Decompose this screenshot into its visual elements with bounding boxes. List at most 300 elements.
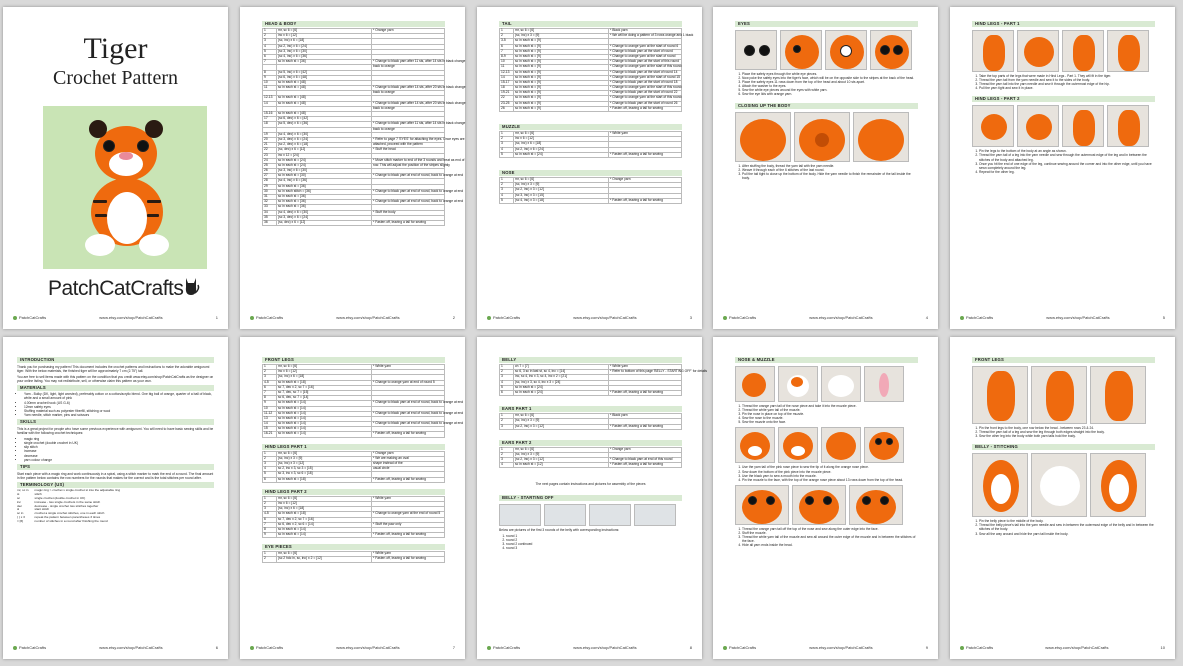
round-number: 3	[500, 188, 514, 193]
page-nose-muzzle[interactable]	[713, 337, 938, 659]
round-number: 6	[263, 477, 277, 482]
round-number: 22	[500, 96, 514, 101]
stitch-instruction: sc in each st = [24]	[514, 152, 609, 157]
stitch-instruction: (sc, inc) x 6 = [18]	[277, 507, 372, 512]
round-number: 2	[500, 419, 514, 424]
pattern-table	[499, 364, 708, 396]
round-number: 27	[263, 174, 277, 179]
instruction-list	[735, 164, 918, 180]
list-item: 1. Take the top parts of the legs that were made in Hind Legs - Part 1. They will fit in the tiger.	[979, 74, 1155, 78]
round-number: 2	[500, 183, 514, 188]
section-header: HIND LEGS - PART 1	[972, 21, 1155, 27]
round-number: 1	[500, 132, 514, 137]
stitch-instruction: sc in each st = [18]	[277, 512, 372, 517]
pattern-row	[500, 463, 682, 468]
stitch-instruction: inc x 6 = [12]	[277, 370, 372, 375]
stitch-instruction: mr, sc 6 = [6]	[514, 447, 609, 452]
round-number: 4	[500, 463, 514, 468]
round-number: 9	[263, 75, 277, 80]
intro-paragraph: Thank you for purchasing my pattern! This document includes the crochet patterns and instructions to make the adorable amigurumi tiger. With the below materials, the finished tiger will be approximately 7 cm (2.75") tall.	[17, 365, 210, 374]
footer-brand: PatchCatCrafts	[487, 645, 520, 650]
round-number: 4	[500, 193, 514, 198]
list-item: 6. Sew the eye lids with orange yarn.	[742, 92, 918, 96]
round-number: 2	[263, 370, 277, 375]
stitch-instruction: sc in each st = [48]	[277, 96, 372, 101]
list-item: 5. Sew the white eye pieces around the eyes with white yarn.	[742, 88, 918, 92]
round-number: 23-25	[500, 101, 514, 106]
row-note: * Change to orange yarn at the end of round 5	[372, 512, 445, 517]
round-number: 33	[263, 205, 277, 210]
round-number: 20	[263, 137, 277, 142]
list-item: 2. Thread the white yarn tail of the muzzle.	[742, 408, 918, 412]
instruction-list	[972, 519, 1155, 535]
footer-url[interactable]: www.etsy.com/shop/PatchCatCrafts	[1046, 315, 1110, 320]
stitch-instruction: sc in each st = [14]	[277, 406, 372, 411]
step-photo	[735, 427, 775, 463]
list-item: • Stuffing material such as polyester fiberfill, stitching or wool	[24, 409, 214, 413]
term-definition: stitch	[34, 491, 42, 496]
pattern-table	[262, 551, 445, 562]
stitch-instruction: sc in each st = [9]	[514, 60, 609, 65]
round-number: 4	[263, 44, 277, 49]
stitch-instruction: sc 6, 3 sc in last st, sc 4, inc = [14]	[514, 370, 609, 375]
row-note: * Change to orange yarn at the start of round 15	[610, 74, 681, 79]
round-number: 3	[500, 424, 514, 429]
section-header: NOSE & MUZZLE	[735, 357, 918, 363]
page-number: 8	[689, 645, 692, 650]
round-number: 6	[500, 44, 514, 49]
list-item: • single crochet (double crochet in UK)	[24, 441, 214, 445]
step-photo	[1031, 366, 1087, 424]
row-note: * Change to black yarn at end of round, back to orange at end	[373, 400, 464, 405]
round-number: 22	[263, 148, 277, 153]
section-header: MATERIALS	[17, 385, 214, 391]
terminology-table	[17, 489, 126, 524]
step-photo	[864, 427, 904, 463]
row-note: * Black yarn	[609, 414, 682, 419]
page-assembly[interactable]	[950, 337, 1175, 659]
stitch-instruction: sc in each st = [14]	[277, 533, 372, 538]
row-note: * Change to black yarn after 14 sts, after 20 sts in black change	[373, 85, 466, 90]
stitch-instruction: mr, sc 6 = [6]	[277, 496, 372, 501]
page-head-body[interactable]	[240, 7, 465, 329]
round-number: 2	[500, 370, 514, 375]
round-number: 8	[263, 396, 277, 401]
round-number: 2	[500, 34, 514, 39]
row-note: usual circle	[372, 467, 445, 472]
footer-brand: PatchCatCrafts	[723, 315, 756, 320]
round-number: 11-12	[263, 411, 277, 416]
row-note: * Stuff the paw only	[372, 522, 445, 527]
stitch-instruction: (sc, inc) x 6 = [18]	[277, 375, 372, 380]
round-number: 5	[263, 49, 277, 54]
stitch-instruction: sc 7, dec, sc 7 = [15]	[277, 390, 372, 395]
section-header: EYES	[735, 21, 918, 27]
footer-url[interactable]: www.etsy.com/shop/PatchCatCrafts	[336, 645, 400, 650]
round-number: 2	[263, 557, 277, 562]
list-item: 2. Thread the yarn tail of a leg into the yarn needle and sew through the outermost edge of the leg and in between the stitches of the body and attached leg.	[979, 153, 1155, 161]
term-definition: repeat the pattern between parentheses 3 times	[34, 515, 101, 520]
row-note: * Change to black yarn at end of this round	[609, 458, 682, 463]
list-item: 1. round 1	[506, 534, 682, 538]
row-note: * White yarn	[372, 552, 445, 557]
row-note: * Fasten off, leaving a tail for sewing	[609, 424, 682, 429]
stitch-instruction: sc in each st = [48]	[277, 101, 372, 106]
round-number: 31	[263, 195, 277, 200]
stitch-instruction: (sc 2, inc) x 3 = [12]	[514, 458, 609, 463]
stitch-instruction: sc 3, inc x 3, sc 6 = [18]	[277, 472, 372, 477]
list-item: 2. Weave it through each of the 6 stitches of the last round.	[742, 168, 918, 172]
round-number: 26	[263, 169, 277, 174]
stitch-instruction: sc in each st = [9]	[514, 101, 609, 106]
stitch-instruction: (sc 5, dec) x 6 = [36]	[277, 122, 372, 127]
round-number: 14	[500, 75, 514, 80]
round-number: 3	[263, 462, 277, 467]
page-tail[interactable]	[477, 7, 702, 329]
stitch-instruction: (sc, inc) x 3 = [9]	[277, 456, 372, 461]
assembly-note: The next pages contain instructions and pictures for assembly of the pieces	[535, 482, 646, 487]
list-item: • yarn colour change	[24, 458, 214, 462]
page-cover[interactable]	[3, 7, 228, 329]
row-note: * Change to orange yarn at the start of round 6	[609, 44, 682, 49]
pattern-row	[263, 220, 445, 225]
list-item: • slip stitch	[24, 445, 214, 449]
footer-url[interactable]: www.etsy.com/shop/PatchCatCrafts	[809, 315, 873, 320]
list-item: 2. Thread the yarn tail from the yarn needle and sew it to the sides of the body.	[979, 78, 1155, 82]
page-number: 9	[925, 645, 928, 650]
stitch-instruction: sc in each st = [30]	[277, 174, 372, 179]
stitch-instruction: (sc, inc) x 3 = [12]	[277, 462, 372, 467]
section-header: TIPS	[17, 464, 214, 470]
stitch-instruction: (sc, inc) x 3 = [9]	[514, 452, 609, 457]
section-header: HIND LEGS PART 1	[262, 444, 445, 450]
pattern-table	[499, 447, 682, 469]
row-note: * Change to black yarn at end of round, back to orange at end	[373, 410, 464, 415]
step-photo	[1031, 453, 1087, 517]
footer-url[interactable]: www.etsy.com/shop/PatchCatCrafts	[336, 315, 400, 320]
row-note: attached, proceed with the pattern	[372, 143, 445, 148]
step-photo	[1090, 366, 1146, 424]
pattern-table	[262, 28, 466, 226]
stitch-instruction: mr, sc 6 = [6]	[277, 552, 372, 557]
row-note: * Fasten off, leaving a tail for sewing	[372, 477, 445, 482]
row-note: * Orange yarn	[372, 451, 445, 456]
list-item: 3. Thread the white yarn tail of the muzzle and sew all around the outer edge of the muzzle and in between the stitches of the face.	[742, 535, 918, 543]
stitch-instruction: sc in each st = [9]	[514, 44, 609, 49]
row-note: * Fasten off, leaving a tail for sewing	[609, 152, 682, 157]
brand-name: PatchCatCrafts	[48, 277, 184, 300]
term-abbrev: sl	[17, 507, 20, 512]
list-item: 3. Pull the tail tight to close up the bottom of the body. Hide the yarn needle to finish the remainder of the tail inside the body.	[742, 172, 918, 180]
section-header: EARS PART 2	[499, 440, 682, 446]
row-note: * Stuff the body	[372, 210, 445, 215]
round-number: 7	[263, 390, 277, 395]
pattern-row	[500, 198, 682, 203]
page-front-legs[interactable]	[240, 337, 465, 659]
round-number: 24	[263, 158, 277, 163]
round-number: 1	[500, 177, 514, 182]
list-item: 1. Pin the legs to the bottom of the body at an angle as shown.	[979, 149, 1155, 153]
row-note: * Change to black yarn at end of round, back to orange at end	[373, 188, 464, 193]
row-note: * White yarn	[609, 132, 682, 137]
row-note: shape instead of the	[372, 462, 445, 467]
stitch-instruction: sc in each st = [14]	[277, 427, 372, 432]
stitch-instruction: sc in each st = [18]	[277, 477, 372, 482]
round-number: 1	[263, 365, 277, 370]
round-number: 14	[263, 101, 277, 106]
footer-url[interactable]: www.etsy.com/shop/PatchCatCrafts	[573, 315, 637, 320]
stitch-instruction: sc in each st = [9]	[514, 80, 609, 85]
page-number: 7	[452, 645, 455, 650]
stitch-instruction: inc x 6 = [12]	[277, 501, 372, 506]
row-note: * Change to black yarn at end of round, back to orange at end	[373, 199, 464, 204]
stitch-instruction: sc in each st = [36]	[277, 200, 372, 205]
section-header: EYE PIECES	[262, 544, 445, 550]
row-note: * Refer to bottom of this page 'BELLY - STARTING OFF' for details	[610, 369, 708, 374]
step-photo	[821, 427, 861, 463]
row-note: * Change to orange yarn at the start of this round	[610, 64, 682, 69]
stitch-instruction: (sc 4, inc) x 3 = [18]	[514, 198, 609, 203]
stitch-instruction: sc in each st = [14]	[277, 416, 372, 421]
round-number: 12-13	[263, 96, 277, 101]
step-photo	[1017, 30, 1059, 72]
row-note: * Stuff the head	[372, 148, 445, 153]
step-photo	[735, 366, 775, 402]
row-note: * Fasten off, leaving a tail for sewing	[609, 198, 682, 203]
stitch-instruction: sc in each st = [14]	[277, 422, 372, 427]
round-number: 28	[263, 179, 277, 184]
step-photo	[499, 504, 541, 526]
row-note: * Change to orange yarn at the start of round	[609, 54, 682, 59]
stitch-instruction: mr, sc 6 = [6]	[277, 451, 372, 456]
section-header: MUZZLE	[499, 124, 682, 130]
stitch-instruction: sc 7, dec x 2, sc 7 = [16]	[277, 517, 372, 522]
stitch-instruction: sc in each st = [9]	[514, 75, 609, 80]
pattern-row	[500, 424, 682, 429]
round-number: 3	[500, 458, 514, 463]
stitch-instruction: inc x 6 = [12]	[514, 137, 609, 142]
round-number: 36	[263, 220, 277, 225]
pattern-table	[262, 496, 445, 539]
row-note: * Fasten off, leaving a tail for sewing	[372, 432, 445, 437]
instruction-list	[972, 74, 1155, 90]
stitch-instruction: sc in each st = [9]	[514, 65, 609, 70]
list-item: 1. Pin the front legs to the body, one row below the head - between rows 23 & 24.	[979, 426, 1155, 430]
round-number: 1	[500, 414, 514, 419]
round-number: 13	[263, 416, 277, 421]
term-definition: increase - two single crochets in the same stitch	[34, 499, 101, 504]
footer-url[interactable]: www.etsy.com/shop/PatchCatCrafts	[809, 645, 873, 650]
row-note: * Orange yarn	[609, 447, 682, 452]
round-number: 7	[263, 522, 277, 527]
section-header: HIND LEGS PART 2	[262, 489, 445, 495]
stitch-instruction: (sc, inc) x 3, sc 4, inc x 3 = [24]	[514, 380, 609, 385]
list-item: 3. Use the black yarn to sew a mouth into the muzzle.	[742, 474, 918, 478]
page-eyes[interactable]	[713, 7, 938, 329]
stitch-instruction: (sc 3, inc) x 6 = [30]	[277, 169, 372, 174]
round-number: 17	[263, 117, 277, 122]
term-abbrev: ( ) x 3	[17, 515, 25, 520]
stitch-instruction: mr, sc 6 = [6]	[277, 365, 372, 370]
stitch-instruction: sc in each st = [9]	[514, 49, 609, 54]
list-item: 5. Sew the muzzle onto the face.	[742, 420, 918, 424]
stitch-instruction: sc in each st = [9]	[514, 96, 609, 101]
footer-url[interactable]: www.etsy.com/shop/PatchCatCrafts	[99, 645, 163, 650]
stitch-instruction: (sc, inc) x 6 = [18]	[277, 39, 372, 44]
stitch-instruction: inc x 6 = [12]	[277, 34, 372, 39]
step-photo	[972, 30, 1014, 72]
stitch-instruction: mr, sc 6 = [6]	[277, 29, 372, 34]
instruction-list	[735, 72, 918, 97]
section-header: HEAD & BODY	[262, 21, 445, 27]
row-note: row. This will adjust the position of the stripes slightly	[373, 162, 450, 167]
round-number: 4	[263, 467, 277, 472]
term-definition: decrease - single crochet two stitches together	[34, 503, 99, 508]
stitch-instruction: (sc 4, dec) x 6 = [30]	[277, 210, 372, 215]
footer-url[interactable]: www.etsy.com/shop/PatchCatCrafts	[573, 645, 637, 650]
round-number: 3	[500, 142, 514, 147]
step-photo	[778, 427, 818, 463]
footer-url[interactable]: www.etsy.com/shop/PatchCatCrafts	[99, 315, 163, 320]
row-note: * White yarn	[372, 365, 445, 370]
footer-brand: PatchCatCrafts	[13, 645, 46, 650]
round-number: 19-21	[500, 91, 514, 96]
round-number: 25	[263, 163, 277, 168]
round-number: 4-5	[263, 380, 277, 385]
round-number: 1	[263, 29, 277, 34]
section-header: BELLY - STARTING OFF	[499, 495, 682, 501]
section-header: FRONT LEGS	[262, 357, 445, 363]
list-item: 1. Use the yarn tail of the pink nose piece to sew the tip of it along the orange nose piece.	[742, 465, 918, 469]
round-number: 3-5	[500, 39, 514, 44]
step-photo	[853, 112, 909, 162]
step-photo	[825, 30, 867, 70]
stitch-instruction: sc in each st = [48]	[277, 86, 372, 91]
row-note: * Change to orange yarn at end of round 5	[372, 380, 445, 385]
stitch-instruction: (sc 3, inc) x 3 = [15]	[514, 193, 609, 198]
step-photo	[1017, 105, 1059, 147]
row-note: * We will be doing a pattern of 3 rows orange and 1 black	[610, 33, 694, 38]
pattern-row	[263, 432, 445, 437]
step-photo	[735, 30, 777, 70]
footer-url[interactable]: www.etsy.com/shop/PatchCatCrafts	[1045, 645, 1109, 650]
round-number: 1	[500, 447, 514, 452]
stitch-instruction: (sc 3, dec) x 6 = [24]	[277, 137, 372, 142]
stitch-instruction: (sc, dec) x 6 = [12]	[277, 220, 372, 225]
pattern-table	[262, 451, 445, 483]
round-number: 1	[500, 365, 514, 370]
term-abbrev: sc	[17, 495, 21, 500]
round-number: 1	[263, 496, 277, 501]
intro-paragraph: You are free to sell items made with this pattern on the condition that you credit www.etsy.com/shop/PatchCatCrafts as the designer on your online listing. You may not redistribute, sell, or otherwise claim this pattern as your own.	[17, 375, 214, 384]
section-header: SKILLS	[17, 419, 214, 425]
step-photo	[821, 366, 861, 402]
row-note: * Fasten off, leaving a tail for sewing	[372, 533, 445, 538]
step-photo	[634, 504, 676, 526]
page-number: 3	[689, 315, 692, 320]
materials-list	[17, 392, 214, 417]
page-hind-legs[interactable]	[950, 7, 1175, 329]
step-photo	[972, 453, 1028, 517]
stitch-instruction: (sc, dec) x 6 = [12]	[277, 148, 372, 153]
round-number: 18	[263, 122, 277, 127]
pattern-row	[500, 152, 682, 157]
stitch-instruction: mr, sc 6 = [6]	[514, 414, 609, 419]
stitch-instruction: sc in each st = [14]	[277, 527, 372, 532]
round-number: 1	[263, 451, 277, 456]
list-item: • 12mm safety eyes	[24, 405, 214, 409]
pattern-table	[499, 28, 694, 112]
round-number: 15	[263, 427, 277, 432]
instruction-list	[735, 465, 918, 481]
row-note: * Change to black yarn at the start of round 26	[609, 101, 682, 106]
round-number: 1	[263, 552, 277, 557]
round-number: 3	[263, 375, 277, 380]
row-note: * Fasten off, leaving a tail for sewing	[609, 106, 682, 111]
list-item: 1. Thread the orange yarn tail off the top of the nose and sew along the outer edge into the face.	[742, 527, 918, 531]
stitch-instruction: sc in each st = [9]	[514, 70, 609, 75]
round-number: 9	[263, 533, 277, 538]
step-photo	[589, 504, 631, 526]
list-item: 1. After stuffing the body, thread the yarn tail with the yarn needle.	[742, 164, 918, 168]
pattern-row	[263, 477, 445, 482]
footer-brand: PatchCatCrafts	[960, 645, 993, 650]
section-header: NOSE	[499, 170, 682, 176]
round-number: 5	[500, 198, 514, 203]
round-number: 3	[263, 39, 277, 44]
stitch-instruction: inc, sc 4, inc x 3, sc 4, inc x 2 = [21]	[514, 375, 609, 380]
stitch-instruction: sc 6, dec x 2, sc 6 = [14]	[277, 522, 372, 527]
stitch-instruction: sc in each st = [48]	[277, 80, 372, 85]
list-item: • 4.00mm crochet hook (US G-6)	[24, 401, 214, 405]
stitch-instruction: sc in each stitch = [36]	[277, 189, 372, 194]
page-number: 10	[1160, 645, 1165, 650]
list-item: 3. Sew the other leg into the body while both yarn tails hold the body.	[979, 434, 1155, 438]
list-item: • magic ring	[24, 437, 214, 441]
term-abbrev: mr, sc in	[17, 487, 29, 492]
page-belly[interactable]	[477, 337, 708, 659]
round-number: 2	[263, 34, 277, 39]
round-number: 23	[263, 153, 277, 158]
instruction-list	[735, 527, 918, 547]
round-number: 10	[263, 80, 277, 85]
footer-brand: PatchCatCrafts	[250, 645, 283, 650]
instruction-list	[972, 426, 1155, 438]
stitch-instruction: (sc 2, inc) x 3 = [12]	[514, 188, 609, 193]
stitch-instruction: sc in each st = [9]	[514, 54, 609, 59]
stitch-instruction: sc in each st = [12]	[514, 463, 609, 468]
list-item: 3. Pin the nose in place on top of the muzzle.	[742, 412, 918, 416]
footer-brand: PatchCatCrafts	[487, 315, 520, 320]
step-photo	[735, 112, 791, 162]
step-photo	[864, 366, 904, 402]
list-item: 2. Sew down the bottom of the pink piece into the muzzle piece.	[742, 470, 918, 474]
list-item: • increase	[24, 449, 214, 453]
round-number: 34	[263, 210, 277, 215]
row-note: * Orange yarn	[609, 177, 682, 182]
round-number: 2	[500, 452, 514, 457]
stitch-instruction: sc in each st = [36]	[277, 205, 372, 210]
section-header: TAIL	[499, 21, 682, 27]
section-header: TERMINOLOGY (US)	[17, 482, 214, 488]
round-number: 4-5	[263, 512, 277, 517]
row-note: * Fasten off, leaving a tail for sewing	[372, 220, 445, 225]
stitch-instruction: sc in each st = [14]	[277, 411, 372, 416]
round-number: 26	[500, 106, 514, 111]
page-introduction[interactable]	[3, 337, 228, 659]
round-number: 30	[263, 189, 277, 194]
round-number: 4	[500, 380, 514, 385]
